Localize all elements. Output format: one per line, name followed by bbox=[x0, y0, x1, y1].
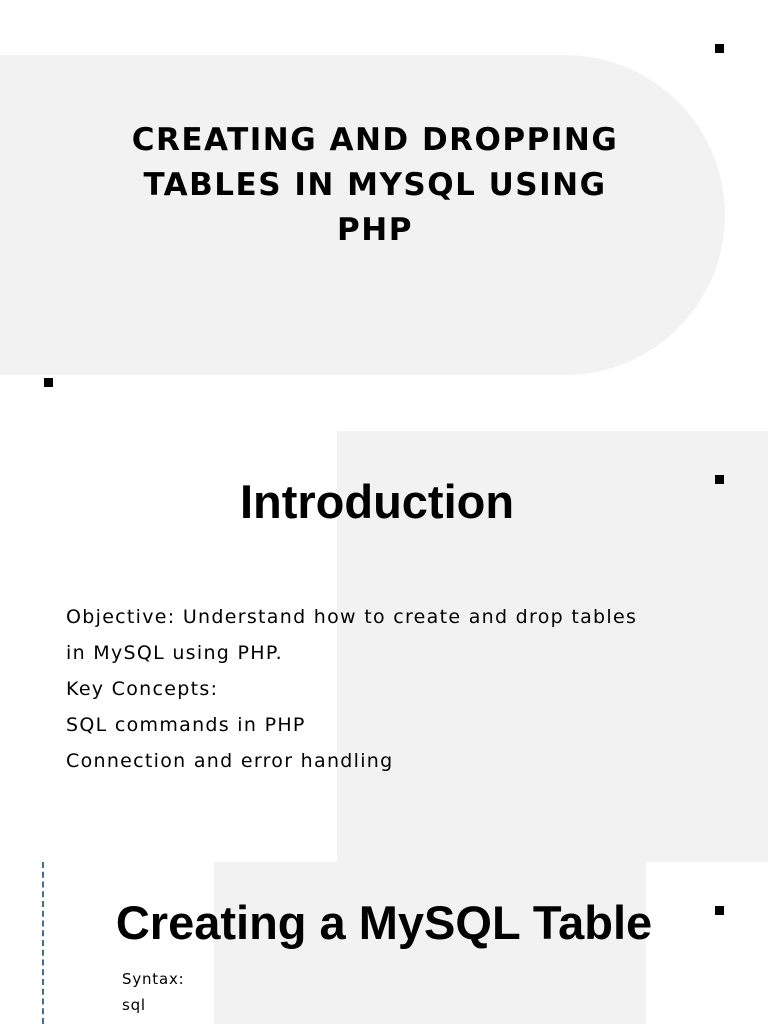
syntax-language: sql bbox=[122, 996, 146, 1014]
decorative-square bbox=[44, 378, 53, 387]
decorative-square bbox=[715, 44, 724, 53]
slide-heading: Introduction bbox=[239, 475, 515, 528]
body-line: SQL commands in PHP bbox=[66, 714, 306, 736]
introduction-slide bbox=[0, 410, 768, 862]
slide-heading: Creating a MySQL Table bbox=[115, 896, 653, 949]
title-slide bbox=[0, 0, 768, 410]
creating-table-slide bbox=[0, 862, 768, 1024]
body-line: Objective: Understand how to create and drop tables bbox=[66, 606, 638, 628]
body-line: Key Concepts: bbox=[66, 678, 219, 700]
introduction-body bbox=[66, 599, 726, 779]
body-line: Connection and error handling bbox=[66, 750, 394, 772]
syntax-label: Syntax: bbox=[122, 970, 185, 988]
syntax-block bbox=[122, 966, 185, 1018]
body-line: in MySQL using PHP. bbox=[66, 642, 283, 664]
presentation-title: CREATING AND DROPPING TABLES IN MYSQL USING PHP bbox=[131, 122, 619, 248]
